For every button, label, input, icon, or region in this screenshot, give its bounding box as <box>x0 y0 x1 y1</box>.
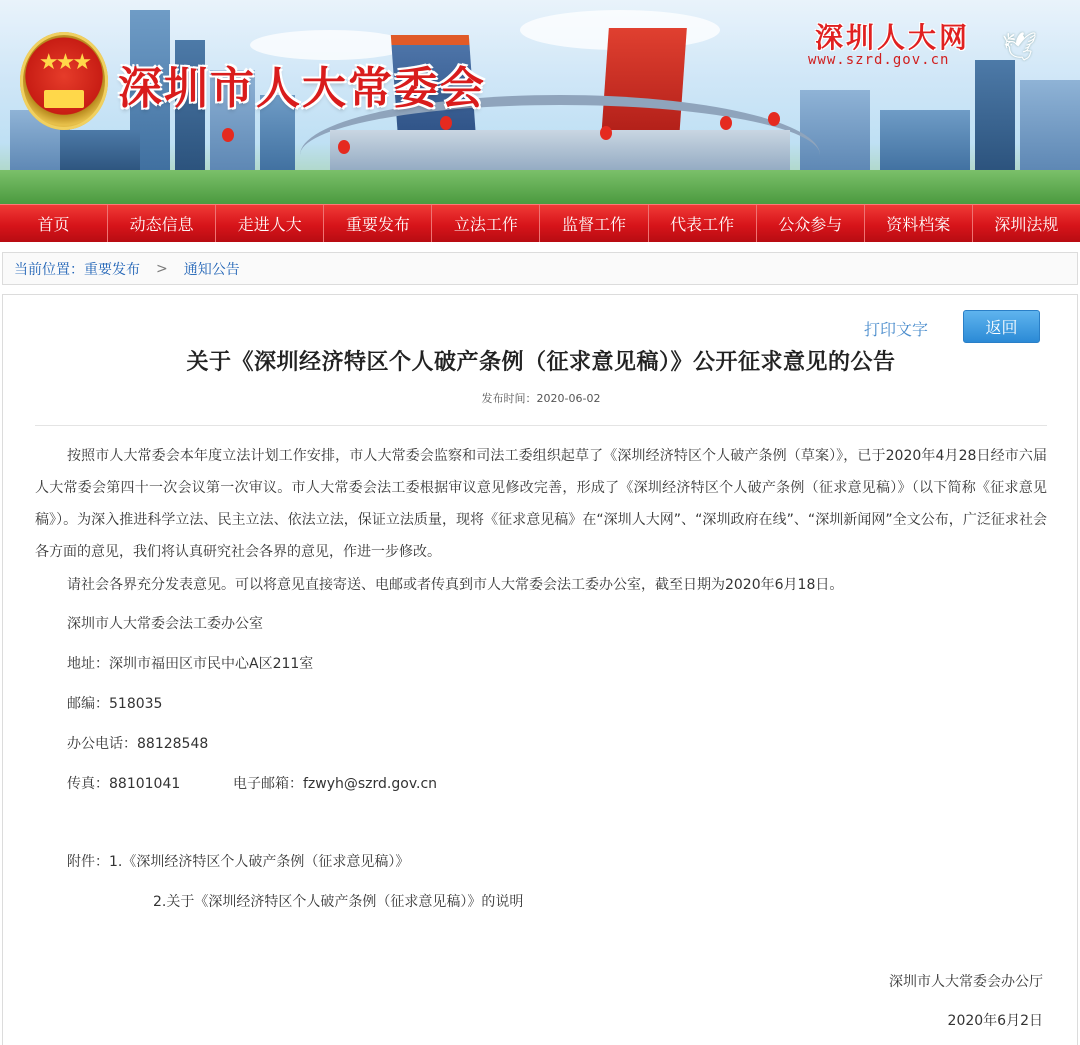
site-logo[interactable]: 深圳人大网 <box>815 21 971 54</box>
fax: 传真：88101041 <box>67 776 181 792</box>
nav-item-supervision[interactable]: 监督工作 <box>540 205 648 242</box>
stars-icon: ★★★ <box>38 50 90 75</box>
building <box>60 130 140 174</box>
nav-item-legislation[interactable]: 立法工作 <box>432 205 540 242</box>
building <box>800 90 870 174</box>
attachment-1[interactable]: 附件：1.《深圳经济特区个人破产条例（征求意见稿）》 <box>67 854 410 870</box>
office-phone: 办公电话：88128548 <box>67 736 209 752</box>
sign-date: 2020年6月2日 <box>947 1013 1043 1029</box>
site-url[interactable]: www.szrd.gov.cn <box>808 52 950 68</box>
postcode: 邮编：518035 <box>67 696 163 712</box>
dove-icon: 🕊 <box>1002 30 1038 63</box>
nav-item-deputies[interactable]: 代表工作 <box>649 205 757 242</box>
breadcrumb-separator: > <box>156 260 168 277</box>
paragraph-2: 请社会各界充分发表意见。可以将意见直接寄送、电邮或者传真到市人大常委会法工委办公室，截至日期为2020年6月18日。 <box>67 577 844 593</box>
lawn <box>0 170 1080 204</box>
nav-item-regulations[interactable]: 深圳法规 <box>994 215 1059 234</box>
address: 地址：深圳市福田区市民中心A区211室 <box>67 656 314 672</box>
lantern-icon <box>222 128 234 142</box>
title-divider <box>35 425 1047 426</box>
office-name: 深圳市人大常委会法工委办公室 <box>67 616 263 632</box>
signer: 深圳市人大常委会办公厅 <box>889 974 1043 990</box>
national-emblem-icon <box>20 32 108 130</box>
email: 电子邮箱：fzwyh@szrd.gov.cn <box>233 776 438 792</box>
lantern-icon <box>768 112 780 126</box>
banner-title: 深圳市人大常委会 <box>118 63 486 114</box>
print-text-link[interactable]: 打印文字 <box>864 320 929 339</box>
lantern-icon <box>600 126 612 140</box>
nav-item-participation[interactable]: 公众参与 <box>757 205 865 242</box>
nav-item-home[interactable]: 首页 <box>0 205 108 242</box>
nav-item-news[interactable]: 动态信息 <box>108 205 216 242</box>
breadcrumb <box>2 252 1078 285</box>
breadcrumb-prefix: 当前位置： <box>14 261 84 278</box>
nav-item-archives[interactable]: 资料档案 <box>865 205 973 242</box>
building <box>1020 80 1080 174</box>
breadcrumb-link-notices[interactable]: 通知公告 <box>183 261 240 278</box>
breadcrumb-link-releases[interactable]: 重要发布 <box>84 261 140 278</box>
tiananmen-icon <box>44 90 84 108</box>
lantern-icon <box>720 116 732 130</box>
building <box>975 60 1015 174</box>
publish-date: 发布时间：2020-06-02 <box>481 392 601 405</box>
nav-item-about[interactable]: 走进人大 <box>216 205 324 242</box>
civic-center-body <box>330 130 790 175</box>
lantern-icon <box>338 140 350 154</box>
nav-item-releases[interactable]: 重要发布 <box>324 205 432 242</box>
attachment-2[interactable]: 2.关于《深圳经济特区个人破产条例（征求意见稿）》的说明 <box>153 894 524 910</box>
article-body <box>35 440 1047 601</box>
lantern-icon <box>440 116 452 130</box>
paragraph-1: 按照市人大常委会本年度立法计划工作安排，市人大常委会监察和司法工委组织起草了《深圳经济特区个人破产条例（草案）》，已于2020年4月28日经市六届人大常委会第四十一次会议第一次审议。市人大常委会法工委根据审议意见修改完善，形成了《深圳经济特区个人破产条例（征求意见稿）》（以下简称《征求意见稿》）。为深入推进科学立法、民主立法、依法立法，保证立法质量，现将《征求意见稿》在“深圳人大网”、“深圳政府在线”、“深圳新闻网”全文公布，广泛征求社会各方面的意见，我们将认真研究社会各界的意见，作进一步修改。 <box>35 448 1047 560</box>
building <box>880 110 970 174</box>
article-title: 关于《深圳经济特区个人破产条例（征求意见稿）》公开征求意见的公告 <box>186 349 896 375</box>
article-panel <box>2 294 1078 1045</box>
main-nav <box>0 204 1080 242</box>
header-banner <box>0 0 1080 204</box>
back-button[interactable]: 返回 <box>963 310 1040 343</box>
